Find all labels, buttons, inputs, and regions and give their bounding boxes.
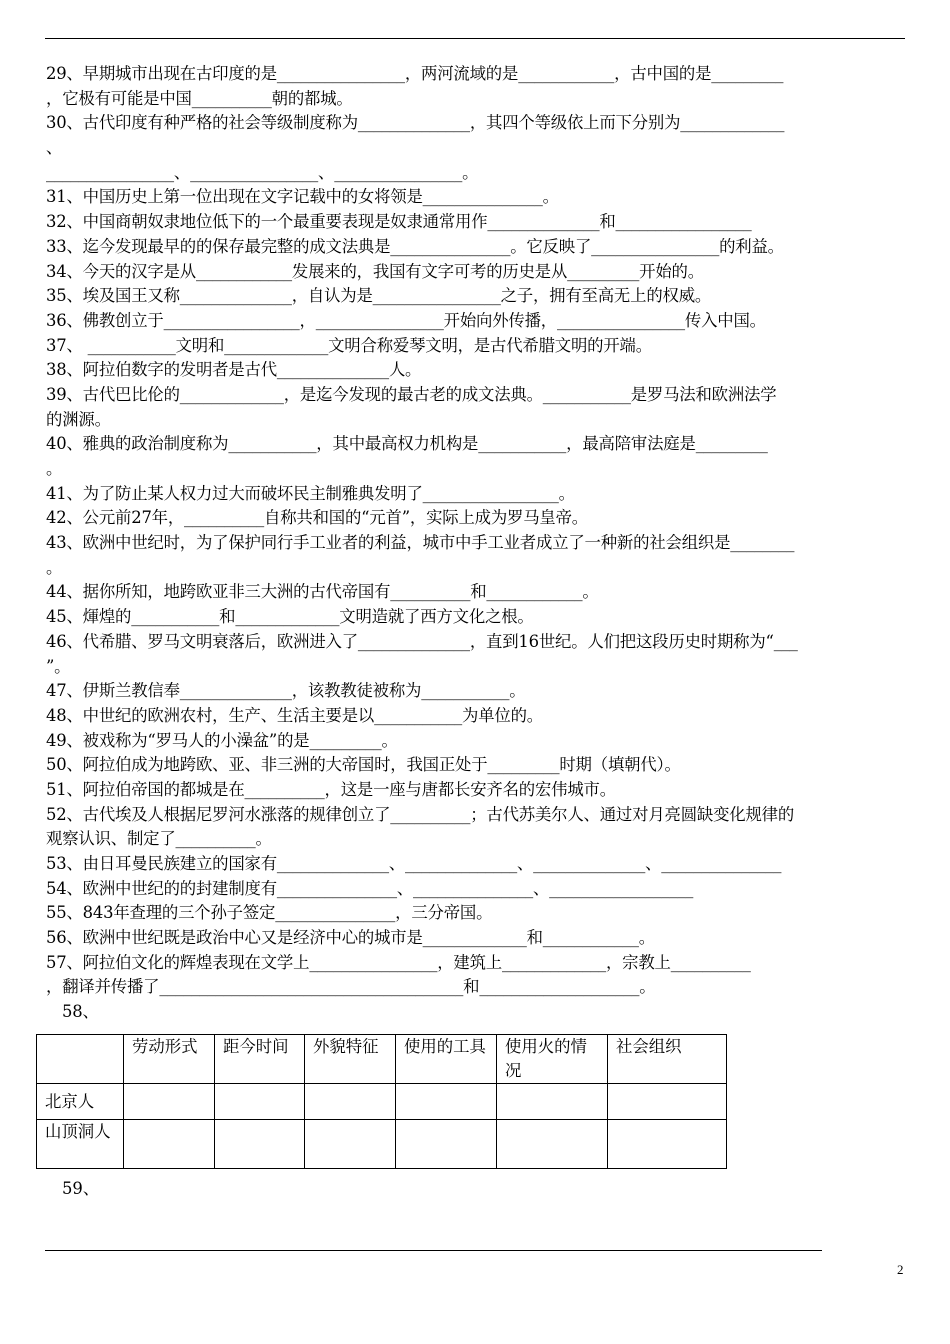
question-line: 35、埃及国王又称______________，自认为是________________之子，拥有至高无上的权威。	[46, 286, 712, 306]
table-cell	[215, 1084, 305, 1120]
table-cell	[124, 1084, 215, 1120]
question-list	[46, 62, 908, 1025]
question-line: 32、中国商朝奴隶地位低下的一个最重要表现是奴隶通常用作______________和_________________	[46, 212, 752, 232]
question-line: 51、阿拉伯帝国的都城是在__________，这是一座与唐都长安齐名的宏伟城市。	[46, 779, 616, 799]
page-number: 2	[897, 1262, 904, 1277]
table-cell	[396, 1084, 497, 1120]
question-line: 39、古代巴比伦的_____________，是迄今发现的最古老的成文法典。___________是罗马法和欧洲法学	[46, 384, 777, 404]
question-line: 47、伊斯兰教信奉______________，该教教徒被称为___________。	[46, 681, 526, 701]
table-header-cell: 距今时间	[215, 1035, 305, 1084]
question-line: 48、中世纪的欧洲农村，生产、生活主要是以___________为单位的。	[46, 705, 543, 725]
question-line: 40、雅典的政治制度称为___________，其中最高权力机构是___________，最高陪审法庭是_________	[46, 434, 768, 454]
question-line: 53、由日耳曼民族建立的国家有______________、______________、______________、_______________	[46, 854, 782, 873]
table-cell	[497, 1084, 608, 1120]
table-cell: 北京人	[37, 1084, 124, 1120]
question-line: 46、代希腊、罗马文明衰落后，欧洲进入了______________，直到16世纪。人们把这段历史时期称为“___	[46, 631, 798, 651]
table-header-cell: 社会组织	[608, 1035, 727, 1084]
question-line: 34、今天的汉字是从____________发展来的，我国有文字可考的历史是从_________开始的。	[46, 261, 704, 281]
footer-rule	[45, 1250, 822, 1251]
question-59-label: 59、	[62, 1179, 100, 1198]
question-line: 的渊源。	[46, 409, 111, 429]
question-line: ，它极有可能是中国__________朝的都城。	[46, 88, 353, 108]
question-line: 33、迄今发现最早的的保存最完整的成文法典是_______________。它反映了________________的利益。	[46, 236, 784, 256]
question-line: 29、早期城市出现在古印度的是________________，两河流域的是____________，古中国的是_________	[46, 64, 784, 83]
table-cell	[215, 1120, 305, 1169]
question-line: 42、公元前27年，__________自称共和国的“元首”，实际上成为罗马皇帝。	[46, 508, 588, 528]
table-cell	[497, 1120, 608, 1169]
question-line: 56、欧洲中世纪既是政治中心又是经济中心的城市是_____________和____________。	[46, 928, 655, 948]
question-line: 37、 ___________文明和_____________文明合称爱琴文明，是古代希腊文明的开端。	[46, 335, 652, 355]
question-line: 52、古代埃及人根据尼罗河水涨落的规律创立了__________；古代苏美尔人、通过对月亮圆缺变化规律的	[46, 804, 795, 824]
table-header-row	[37, 1035, 727, 1084]
table-row	[37, 1120, 727, 1169]
table-cell	[608, 1120, 727, 1169]
table-header-cell: 使用的工具	[396, 1035, 497, 1084]
question-line: 41、为了防止某人权力过大而破坏民主制雅典发明了_________________。	[46, 483, 575, 503]
question-line: ”。	[46, 656, 71, 676]
header-rule	[45, 38, 905, 39]
question-line: 45、煇煌的___________和_____________文明造就了西方文化之根。	[46, 607, 534, 627]
table-cell	[608, 1084, 727, 1120]
question-line: 44、据你所知，地跨欧亚非三大洲的古代帝国有__________和____________。	[46, 582, 599, 602]
table-header-cell: 外貌特征	[305, 1035, 396, 1084]
question-line: 50、阿拉伯成为地跨欧、亚、非三洲的大帝国时，我国正处于_________时期（填朝代）。	[46, 755, 681, 775]
question-line: 54、欧洲中世纪的的封建制度有_______________、_______________、__________________	[46, 878, 694, 898]
table-cell: 山顶洞人	[37, 1120, 124, 1169]
table-cell	[124, 1120, 215, 1169]
question-line: 36、佛教创立于_________________，________________开始向外传播，________________传入中国。	[46, 310, 766, 330]
table-cell	[305, 1084, 396, 1120]
table-cell	[396, 1120, 497, 1169]
question-line: 、	[46, 138, 63, 158]
question-line: 。	[46, 557, 63, 577]
question-58-label: 58、	[62, 1002, 99, 1022]
question-line: ________________、________________、________________。	[46, 162, 479, 182]
question-line: 31、中国历史上第一位出现在文字记载中的女将领是_______________。	[46, 187, 559, 207]
question-line: 55、843年查理的三个孙子签定_______________，三分帝国。	[46, 903, 493, 923]
question-line: 38、阿拉伯数字的发明者是古代______________人。	[46, 360, 422, 380]
table-header-cell: 劳动形式	[124, 1035, 215, 1084]
question-line: 57、阿拉伯文化的辉煌表现在文学上________________，建筑上_____________，宗教上__________	[46, 952, 751, 972]
question-line: 43、欧洲中世纪时，为了保护同行手工业者的利益，城市中手工业者成立了一种新的社会组织是________	[46, 533, 795, 553]
question-line: 观察认识、制定了__________。	[46, 829, 272, 849]
question-line: ，翻译并传播了______________________________________和____________________。	[46, 977, 656, 997]
question-line: 。	[46, 459, 63, 478]
table-header-cell	[37, 1035, 124, 1084]
comparison-table	[36, 1034, 727, 1169]
question-line: 49、被戏称为“罗马人的小澡盆”的是_________。	[46, 730, 398, 750]
table-cell	[305, 1120, 396, 1169]
table-row	[37, 1084, 727, 1120]
table-header-cell: 使用火的情况	[497, 1035, 608, 1084]
question-line: 30、古代印度有种严格的社会等级制度称为______________，其四个等级依上而下分别为_____________	[46, 113, 785, 133]
